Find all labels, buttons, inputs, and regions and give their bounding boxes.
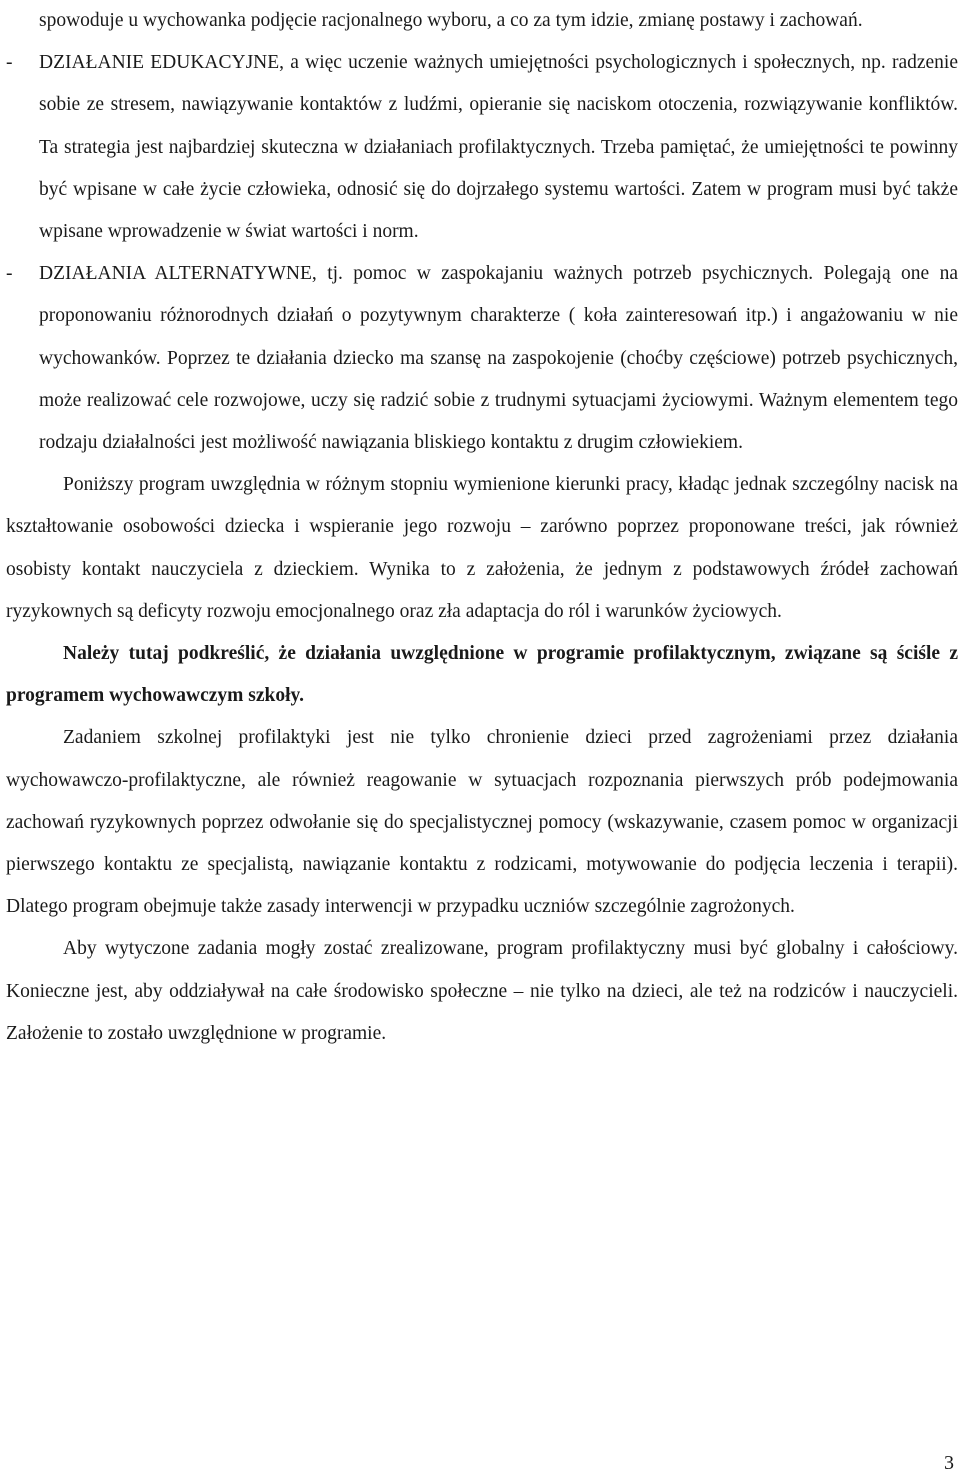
paragraph-program: Poniższy program uwzględnia w różnym stopniu wymienione kierunki pracy, kładąc jednak szczególny nacisk na kształtowanie osobowości dziecka i wspieranie jego rozwoju – zarówno poprzez proponowane treści, jak również osobisty kontakt nauczyciela z dzieckiem. Wynika to z założenia, że jednym z podstawowych źródeł zachowań ryzykownych są deficyty rozwoju emocjonalnego oraz zła adaptacja do ról i warunków życiowych. [6, 474, 958, 622]
list-item-edukacyjne [6, 42, 958, 253]
paragraph-aby: Aby wytyczone zadania mogły zostać zrealizowane, program profilaktyczny musi być globalny i całościowy. Konieczne jest, aby oddziaływał na całe środowisko społeczne – nie tylko na dzieci, ale też na rodziców i nauczycieli. Założenie to zostało uwzględnione w programie. [6, 938, 958, 1044]
list-item-alternatywne [6, 253, 958, 464]
paragraph-zadaniem: Zadaniem szkolnej profilaktyki jest nie tylko chronienie dzieci przed zagrożeniami przez działania wychowawczo-profilaktyczne, ale również reagowanie w sytuacjach rozpoznania pierwszych prób podejmowania zachowań ryzykownych poprzez odwołanie się do specjalistycznej pomocy (wskazywanie, czasem pomoc w organizacji pierwszego kontaktu ze specjalistą, nawiązanie kontaktu z rodzicami, motywowanie do podjęcia leczenia i terapii). Dlatego program obejmuje także zasady interwencji w przypadku uczniów szczególnie zagrożonych. [6, 727, 958, 918]
page-number: 3 [944, 1452, 954, 1474]
list-item-text: DZIAŁANIA ALTERNATYWNE, tj. pomoc w zaspokajaniu ważnych potrzeb psychicznych. Polegają one na proponowaniu różnorodnych działań o pozytywnym charakterze ( koła zainteresowań itp.) i angażowaniu w nie wychowanków. Poprzez te działania dziecko ma szansę na zaspokojenie (choćby częściowe) potrzeb psychicznych, może realizować cele rozwojowe, uczy się radzić sobie z trudnymi sytuacjami życiowymi. Ważnym elementem tego rodzaju działalności jest możliwość nawiązania bliskiego kontaktu z drugim człowiekiem. [39, 263, 958, 454]
list-marker: - [6, 263, 13, 285]
list-continuation: spowoduje u wychowanka podjęcie racjonalnego wyboru, a co za tym idzie, zmianę postawy i zachowań. [39, 10, 863, 31]
document-page [6, 0, 958, 1055]
list-marker: - [6, 52, 13, 74]
list-item-text: DZIAŁANIE EDUKACYJNE, a więc uczenie ważnych umiejętności psychologicznych i społecznych, np. radzenie sobie ze stresem, nawiązywanie kontaktów z ludźmi, opieranie się naciskom otoczenia, rozwiązywanie konfliktów. Ta strategia jest najbardziej skuteczna w działaniach profilaktycznych. Trzeba pamiętać, że umiejętności te powinny być wpisane w całe życie człowieka, odnosić się do dojrzałego systemu wartości. Zatem w program musi być także wpisane wprowadzenie w świat wartości i norm. [39, 52, 958, 243]
paragraph-emphasis: Należy tutaj podkreślić, że działania uwzględnione w programie profilaktycznym, związane są ściśle z programem wychowawczym szkoły. [6, 643, 958, 707]
